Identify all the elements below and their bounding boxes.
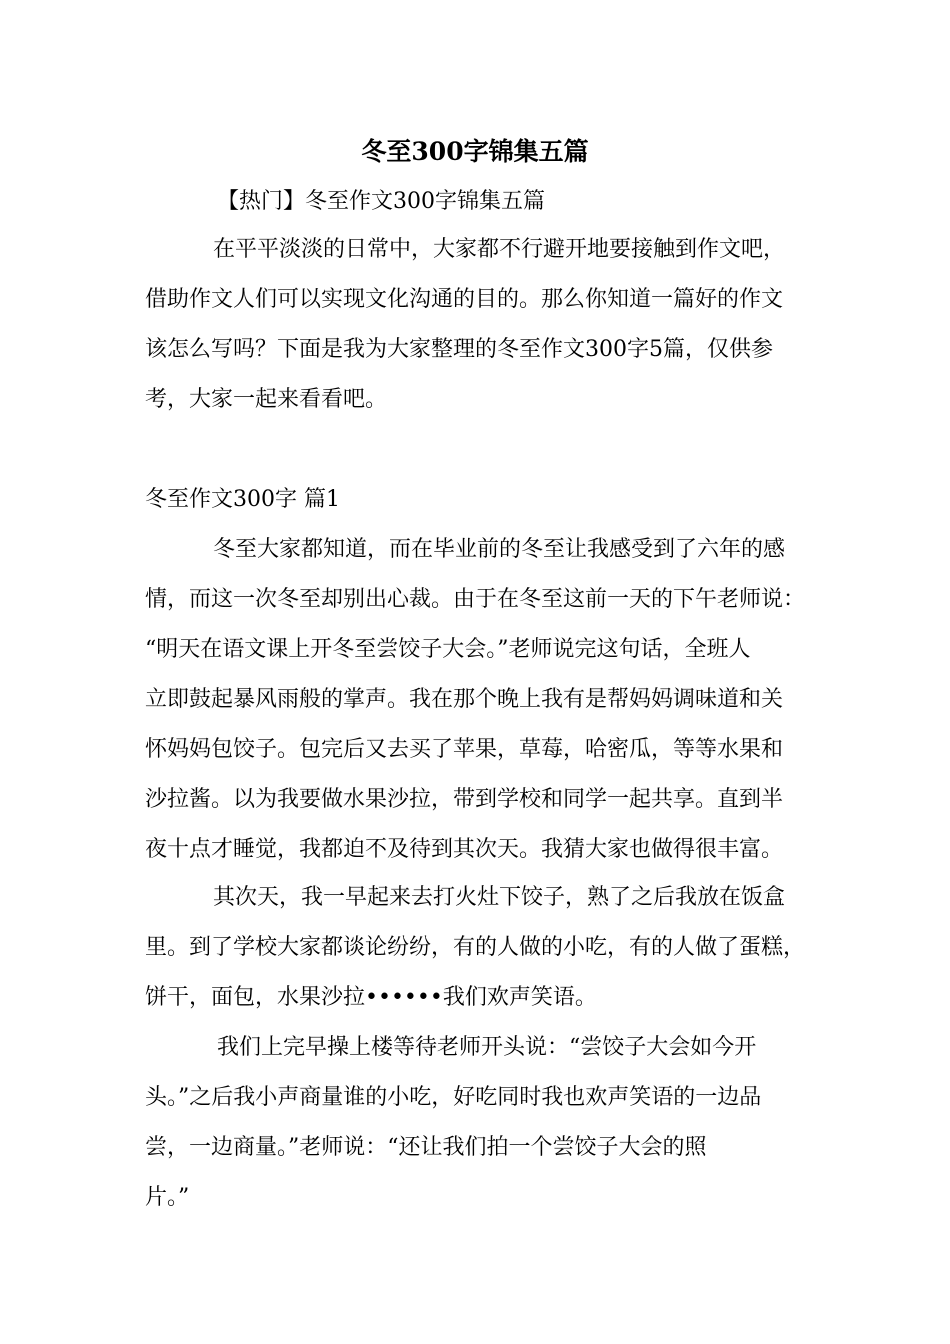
essay-line-6: 沙拉酱。以为我要做水果沙拉，带到学校和同学一起共享。直到半: [145, 787, 784, 812]
essay-line-9: 里。到了学校大家都谈论纷纷，有的人做的小吃，有的人做了蛋糕，: [145, 935, 806, 960]
essay-line-14: 片。”: [145, 1185, 190, 1210]
essay-line-13: 尝，一边商量。”老师说：“还让我们拍一个尝饺子大会的照: [145, 1135, 707, 1160]
document-title: 冬至300字锦集五篇: [361, 137, 589, 166]
section-heading: 冬至作文300字 篇1: [145, 487, 340, 512]
essay-line-1: 冬至大家都知道，而在毕业前的冬至让我感受到了六年的感: [213, 537, 786, 562]
document-subtitle: 【热门】冬至作文300字锦集五篇: [217, 189, 545, 214]
essay-line-3: “明天在语文课上开冬至尝饺子大会。”老师说完这句话，全班人: [145, 637, 751, 662]
essay-line-12: 头。”之后我小声商量谁的小吃，好吃同时我也欢声笑语的一边品: [145, 1085, 762, 1110]
essay-line-4: 立即鼓起暴风雨般的掌声。我在那个晚上我有是帮妈妈调味道和关: [145, 687, 784, 712]
intro-line-1: 在平平淡淡的日常中，大家都不行避开地要接触到作文吧，: [213, 237, 786, 262]
intro-line-3: 该怎么写吗？下面是我为大家整理的冬至作文300字5篇，仅供参: [145, 337, 773, 362]
intro-line-4: 考，大家一起来看看吧。: [145, 387, 388, 412]
essay-line-5: 怀妈妈包饺子。包完后又去买了苹果，草莓，哈密瓜，等等水果和: [145, 737, 784, 762]
essay-line-7: 夜十点才睡觉，我都迫不及待到其次天。我猜大家也做得很丰富。: [145, 837, 784, 862]
essay-line-2: 情，而这一次冬至却别出心裁。由于在冬至这前一天的下午老师说：: [145, 587, 806, 612]
intro-line-2: 借助作文人们可以实现文化沟通的目的。那么你知道一篇好的作文: [145, 287, 784, 312]
essay-line-10: 饼干，面包，水果沙拉••••••我们欢声笑语。: [145, 985, 597, 1010]
essay-line-11: 我们上完早操上楼等待老师开头说：“尝饺子大会如今开: [217, 1035, 757, 1060]
essay-line-8: 其次天，我一早起来去打火灶下饺子，熟了之后我放在饭盒: [213, 885, 786, 910]
